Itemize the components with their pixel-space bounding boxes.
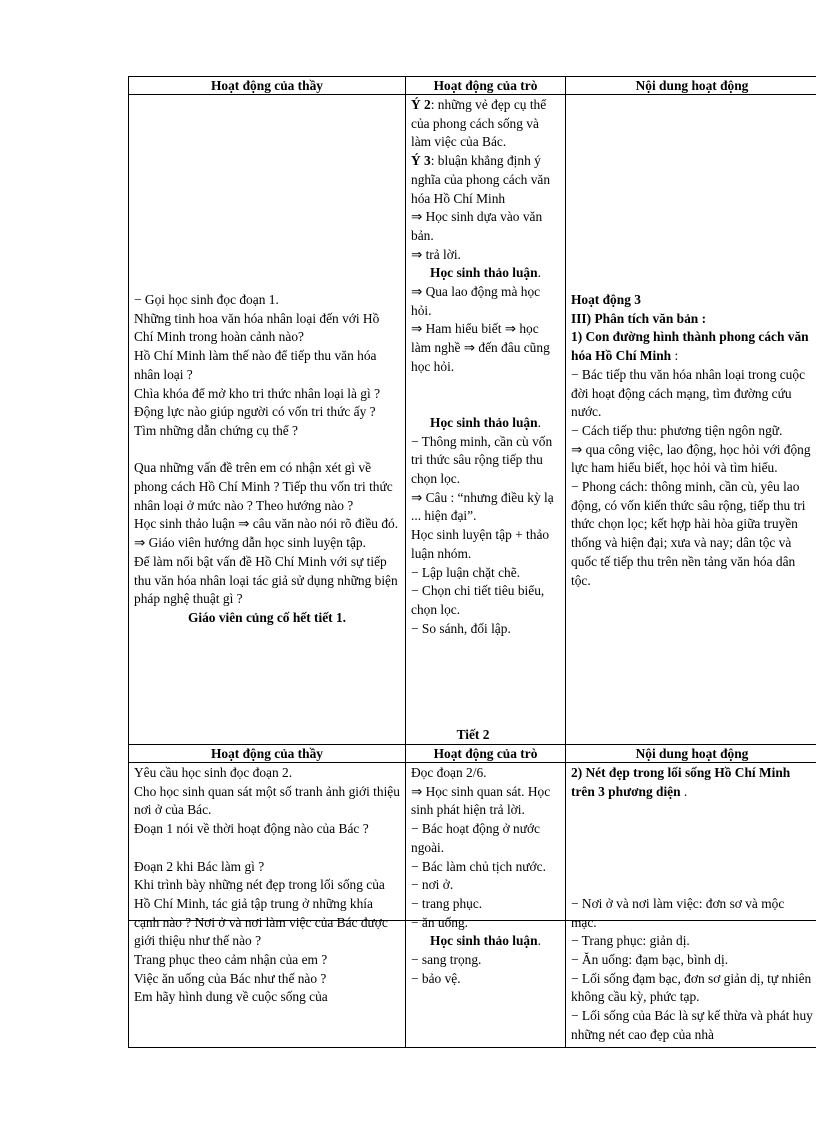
content-cell [566,763,816,1048]
spacer [571,876,813,895]
section-heading: 2) Nét đẹp trong lối sống Hồ Chí Minh trên 3 phương diện [571,765,791,799]
student-line: − So sánh, đối lập. [411,620,511,636]
teacher-line: Những tinh hoa văn hóa nhân loại đến với Hồ Chí Minh trong hoàn cảnh nào? [134,310,380,345]
sub-heading: 1) Con đường hình thành phong cách văn hóa Hồ Chí Minh [571,329,809,364]
teacher-line: Khi trình bày những nét đẹp trong lối sống của Hồ Chí Minh, tác giả tập trung ở những khía cạnh nào ? Nơi ở và nơi làm việc của Bác được giới thiệu như thế nào ? [134,877,388,949]
teacher-line: Để làm nổi bật vấn đề Hồ Chí Minh với sự tiếp thu văn hóa nhân loại tác giả sử dụng những biện pháp nghệ thuật gì ? [134,553,398,607]
teacher-line: Hồ Chí Minh làm thế nào để tiếp thu văn hóa nhân loại ? [134,348,377,382]
teacher-line: Em hãy hình dung về cuộc sống của [134,989,328,1005]
header-content: Nội dung hoạt động [566,77,816,95]
student-line: − Bác làm chủ tịch nước. [411,858,546,874]
student-line: − Thông minh, cần cù vốn tri thức sâu rộng tiếp thu chọn lọc. [411,433,553,487]
student-line: − bảo vệ. [411,970,461,986]
discussion-label: Học sinh thảo luận [430,414,538,430]
spacer [571,839,813,858]
student-cell: Ý 2: những vẻ đẹp cụ thể của phong cách sống và làm việc của Bác. Ý 3: bluận khẳng định ý nghĩa của phong cách văn hóa Hồ Chí Minh ⇒ Học sinh dựa vào văn bản. ⇒ trả lời. Học sinh thảo luận. ⇒ Qua lao động mà học hỏi. ⇒ Ham hiểu biết ⇒ học làm nghề ⇒ đến đâu cũng học hỏi. Học sinh thảo luận. − Thông minh, cần cù vốn tri thức sâu rộng tiếp thu chọn lọc. ⇒ Câu : “nhưng điều kỳ lạ ... hiện đại”. Học sinh luyện tập + thảo luận nhóm. − Lập luận chặt chẽ. − Chọn chi tiết tiêu biểu, chọn lọc. − So sánh, đối lập. [406,95,566,921]
teacher-line: Trang phục theo cảm nhận của em ? [134,952,328,968]
teacher-cell [129,763,406,1048]
student-line: − Chọn chi tiết tiêu biểu, chọn lọc. [411,583,545,617]
student-line: ⇒ Ham hiểu biết ⇒ học làm nghề ⇒ đến đâu cũng học hỏi. [411,321,550,374]
teacher-line: Chìa khóa để mở kho tri thức nhân loại là gì ? [134,385,381,401]
content-line: − Trang phục: giản dị. [571,933,690,949]
student-line: − Lập luận chặt chẽ. [411,564,521,580]
content-line: − Ăn uống: đạm bạc, bình dị. [571,951,729,967]
student-line: Đọc đoạn 2/6. [411,765,487,780]
lesson-table-2 [128,744,816,1048]
spacer [134,839,400,858]
content-line: − Nơi ở và nơi làm việc: đơn sơ và mộc mạc. [571,895,785,930]
spacer [571,857,813,876]
header-content: Nội dung hoạt động [566,745,816,763]
teacher-line: Đoạn 1 nói về thời hoạt động nào của Bác ? [134,821,369,837]
spacer [134,441,400,460]
content-line: − Bác tiếp thu văn hóa nhân loại trong cuộc đời hoạt động cách mạng, tìm đường cứu nước. [571,366,806,420]
idea-2-text: : những vẻ đẹp cụ thể của phong cách sống và làm việc của Bác. [411,97,547,150]
header-row [129,745,816,763]
student-cell: Đọc đoạn 2/6. ⇒ Học sinh quan sát. Học sinh phát hiện trả lời. − Bác hoạt động ở nước ngoài. − Bác làm chủ tịch nước. − nơi ở. − trang phục. − ăn uống. Học sinh thảo luận. − sang trọng. − bảo vệ. [406,763,566,1048]
part-heading: III) Phân tích văn bản : [571,310,707,326]
idea-3-text: : bluận khẳng định ý nghĩa của phong cách văn hóa Hồ Chí Minh [411,153,551,206]
section-heading-tail: . [680,783,688,799]
activity-heading: Hoạt động 3 [571,292,641,307]
teacher-line: Yêu cầu học sinh đọc đoạn 2. [134,765,293,780]
teacher-closing: Giáo viên củng cố hết tiết 1. [187,609,347,625]
teacher-line: Học sinh thảo luận ⇒ câu văn nào nói rõ điều đó. [134,516,399,532]
header-teacher: Hoạt động của thầy [129,77,406,95]
table-row [129,763,816,1048]
student-line: − trang phục. [411,895,483,911]
student-line: ⇒ Học sinh quan sát. Học sinh phát hiện trả lời. [411,783,551,818]
teacher-line: Việc ăn uống của Bác như thế nào ? [134,970,327,986]
student-line: ⇒ Qua lao động mà học hỏi. [411,284,541,318]
teacher-line: Đoạn 2 khi Bác làm gì ? [134,858,265,874]
student-line: Học sinh luyện tập + thảo luận nhóm. [411,527,550,561]
content-line: − Lối sống đạm bạc, đơn sơ giản dị, tự nhiên không cầu kỳ, phức tạp. [571,970,812,1005]
student-line: − Bác hoạt động ở nước ngoài. [411,821,541,855]
student-line: − ăn uống. [411,914,469,930]
header-row [129,77,816,95]
student-line: − sang trọng. [411,952,482,968]
spacer [411,377,560,396]
teacher-line: Cho học sinh quan sát một số tranh ảnh giới thiệu nơi ở của Bác. [134,783,400,818]
teacher-line: Động lực nào giúp người có vốn tri thức ấy ? Tìm những dẫn chứng cụ thể ? [134,404,376,438]
student-line: ⇒ Câu : “nhưng điều kỳ lạ ... hiện đại”. [411,489,554,524]
discussion-label: Học sinh thảo luận [430,265,538,281]
spacer [571,820,813,839]
sub-heading-tail: : [671,348,679,364]
content-line: − Cách tiếp thu: phương tiện ngôn ngữ. [571,422,783,438]
student-line: ⇒ Học sinh dựa vào văn bản. [411,209,543,243]
header-student: Hoạt động của trò [406,77,566,95]
header-teacher: Hoạt động của thầy [129,745,406,763]
idea-3-label: Ý 3 [411,153,431,169]
teacher-line: ⇒ Giáo viên hướng dẫn học sinh luyện tập. [134,535,366,551]
student-line: − nơi ở. [411,877,454,893]
idea-2-label: Ý 2 [411,97,431,112]
spacer [411,395,560,414]
teacher-line: Qua những vấn đề trên em có nhận xét gì về phong cách Hồ Chí Minh ? Tiếp thu vốn tri thức nhân loại ở mức nào ? Theo hướng nào ? [134,460,393,513]
header-student: Hoạt động của trò [406,745,566,763]
content-line: − Phong cách: thông minh, cần cù, yêu lao động, có vốn kiến thức sâu rộng, tiếp thu tri thức chọn lọc; kết hợp hài hòa giữa truyền thống và hiện đại; xưa và nay; dân tộc và quốc tế tiếp thu trên nền tảng văn hóa dân tộc. [571,479,806,588]
content-line: ⇒ qua công việc, lao động, học hỏi với động lực ham hiểu biết, học hỏi và tìm hiểu. [571,441,811,476]
content-line: − Lối sống của Bác là sự kế thừa và phát huy những nét cao đẹp của nhà [571,1008,813,1042]
teacher-line: − Gọi học sinh đọc đoạn 1. [134,292,279,307]
discussion-label: Học sinh thảo luận [430,933,538,949]
lesson-period-title: Tiết 2 [456,727,490,742]
spacer [571,801,813,820]
student-line: ⇒ trả lời. [411,246,461,262]
